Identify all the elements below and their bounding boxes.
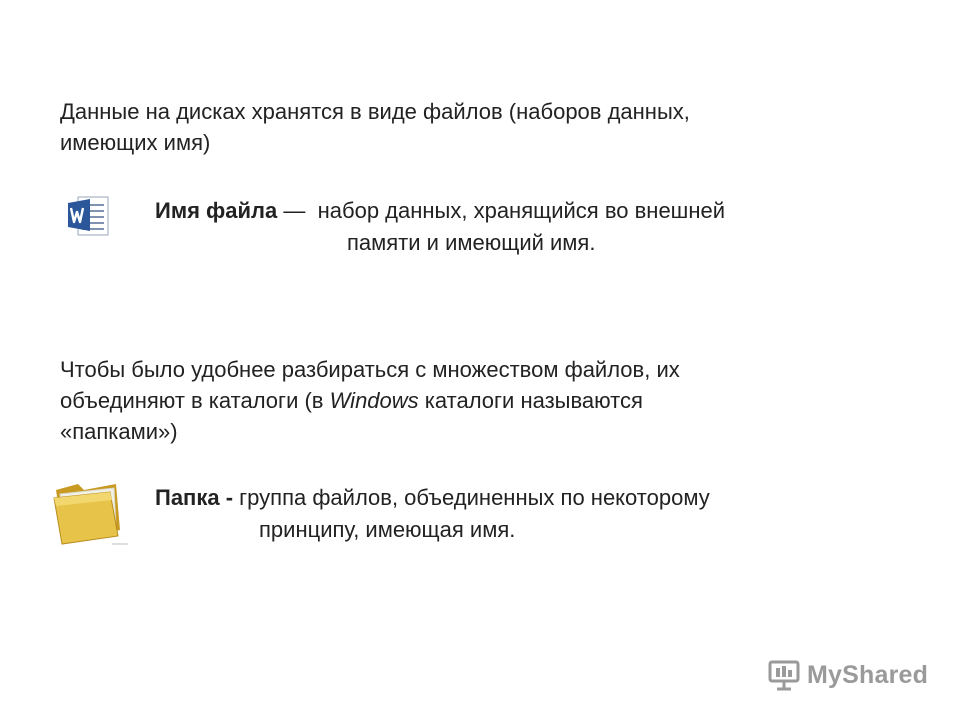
- catalog-line-1: Чтобы было удобнее разбираться с множеством файлов, их: [60, 357, 680, 382]
- file-definition-text-1: набор данных, хранящийся во внешней: [317, 198, 726, 223]
- catalog-line-2-start: объединяют в каталоги (в: [60, 388, 330, 413]
- folder-icon: [50, 476, 130, 548]
- file-definition-dash: —: [277, 198, 318, 223]
- file-definition-line-2: памяти и имеющий имя.: [347, 230, 596, 255]
- catalog-line-3: «папками»): [60, 419, 178, 444]
- folder-definition-line-1: [155, 482, 710, 513]
- folder-term: Папка -: [155, 485, 234, 510]
- watermark-text: MyShared: [807, 660, 929, 689]
- file-term: Имя файла: [155, 198, 278, 223]
- word-document-icon: [64, 193, 112, 239]
- folder-definition-text-1: группа файлов, объединенных по некоторому: [233, 485, 710, 510]
- catalog-line-2-end: каталоги называются: [418, 388, 643, 413]
- windows-word: Windows: [329, 388, 419, 413]
- intro-line-1: Данные на дисках хранятся в виде файлов (наборов данных,: [60, 99, 690, 124]
- file-definition-line-1: [155, 195, 725, 226]
- presentation-icon: [767, 658, 801, 692]
- intro-line-2: имеющих имя): [60, 130, 211, 155]
- catalog-paragraph: [60, 354, 680, 447]
- myshared-watermark: [767, 655, 928, 695]
- intro-paragraph: [60, 96, 690, 158]
- folder-definition-line-2: принципу, имеющая имя.: [259, 517, 516, 542]
- catalog-line-2: [60, 385, 680, 416]
